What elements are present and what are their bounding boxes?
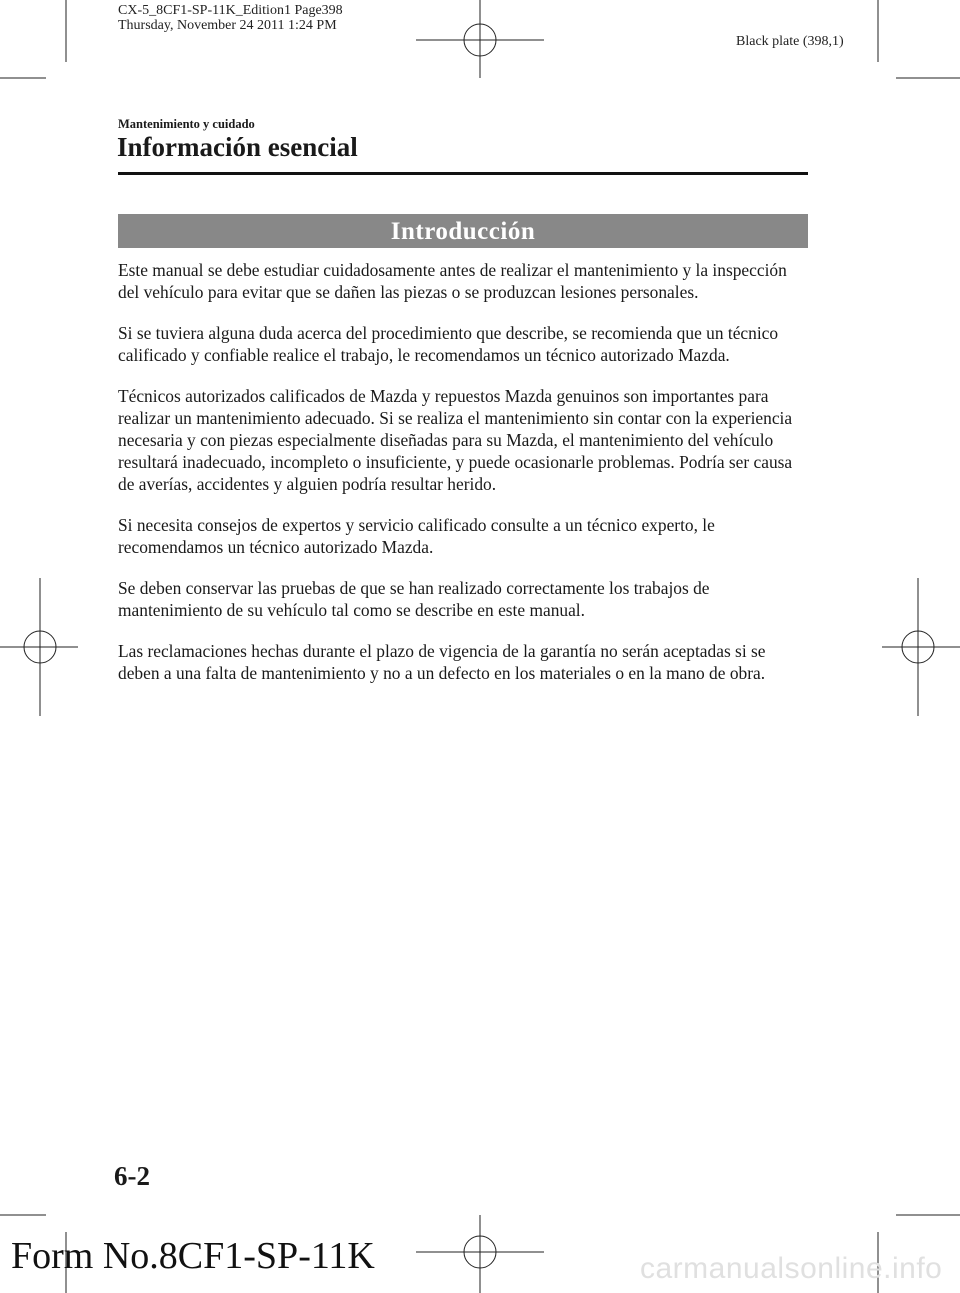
file-info-line2: Thursday, November 24 2011 1:24 PM (118, 18, 337, 33)
form-number: Form No.8CF1-SP-11K (11, 1235, 375, 1277)
section-heading: Introducción (118, 214, 808, 248)
paragraph: Si se tuviera alguna duda acerca del procedimiento que describe, se recomienda que un técnico calificado y confiable realice el trabajo, le recomendamos un técnico autorizado Mazda. (118, 323, 779, 365)
paragraph: Si necesita consejos de expertos y servicio calificado consulte a un técnico experto, le recomendamos un técnico autorizado Mazda. (118, 515, 715, 557)
paragraph: Técnicos autorizados calificados de Mazda y repuestos Mazda genuinos son importantes para realizar un mantenimiento adecuado. Si se realiza el mantenimiento sin contar con la experiencia necesaria y con piezas especialmente diseñadas para su Mazda, el mantenimiento del vehículo resultará inadecuado, incompleto o insuficiente, y puede ocasionarle problemas. Podría ser causa de averías, accidentes y alguien podría resultar herido. (118, 386, 793, 494)
body-text (118, 259, 808, 703)
paragraph: Las reclamaciones hechas durante el plazo de vigencia de la garantía no serán aceptadas si se deben a una falta de mantenimiento y no a un defecto en los materiales o en la mano de obra. (118, 641, 766, 683)
plate-label: Black plate (398,1) (736, 34, 844, 49)
file-info-line1: CX-5_8CF1-SP-11K_Edition1 Page398 (118, 3, 343, 18)
section-label: Mantenimiento y cuidado (118, 117, 255, 131)
page-title: Información esencial (117, 132, 358, 162)
page-number: 6-2 (114, 1161, 150, 1191)
paragraph: Este manual se debe estudiar cuidadosamente antes de realizar el mantenimiento y la inspección del vehículo para evitar que se dañen las piezas o se produzcan lesiones personales. (118, 260, 787, 302)
paragraph: Se deben conservar las pruebas de que se han realizado correctamente los trabajos de mantenimiento de su vehículo tal como se describe en este manual. (118, 578, 710, 620)
watermark: carmanualsonline.info (640, 1252, 943, 1285)
title-divider (118, 172, 808, 175)
